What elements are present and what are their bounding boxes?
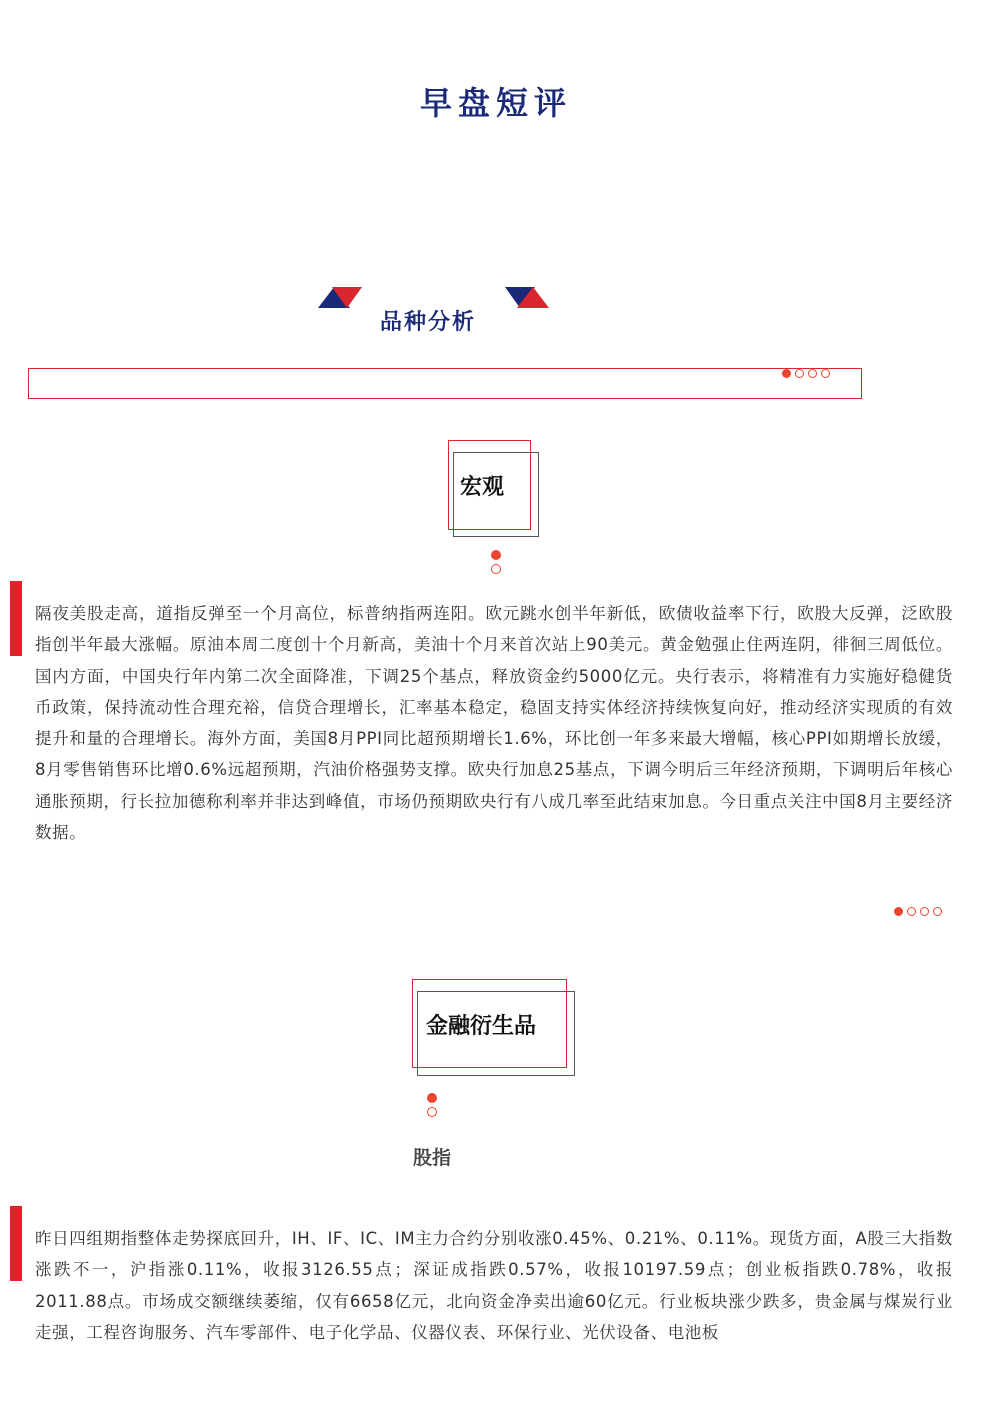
stock-index-subtitle: 股指 — [413, 1147, 452, 1169]
triangle-left-icon — [318, 287, 362, 309]
section-banner-box — [28, 368, 862, 399]
accent-bar — [10, 581, 22, 656]
dot-connector-icon — [491, 550, 503, 576]
accent-bar — [10, 1206, 22, 1281]
macro-paragraph: 隔夜美股走高，道指反弹至一个月高位，标普纳指两连阳。欧元跳水创半年新低，欧债收益率下行，欧股大反弹，泛欧股指创半年最大涨幅。原油本周二度创十个月新高，美油十个月来首次站上90美元。黄金勉强止住两连阴，徘徊三周低位。国内方面，中国央行年内第二次全面降准，下调25个基点，释放资金约5000亿元。央行表示，将精准有力实施好稳健货币政策，保持流动性合理充裕，信贷合理增长，汇率基本稳定，稳固支持实体经济持续恢复向好，推动经济实现质的有效提升和量的合理增长。海外方面，美国8月PPI同比超预期增长1.6%，环比创一年多来最大增幅，核心PPI如期增长放缓，8月零售销售环比增0.6%远超预期，汽油价格强势支撑。欧央行加息25基点，下调今明后三年经济预期，下调明后年核心通胀预期，行长拉加德称利率并非达到峰值，市场仍预期欧央行有八成几率至此结束加息。今日重点关注中国8月主要经济数据。 — [35, 604, 953, 843]
derivatives-paragraph: 昨日四组期指整体走势探底回升，IH、IF、IC、IM主力合约分别收涨0.45%、0.21%、0.11%。现货方面，A股三大指数涨跌不一，沪指涨0.11%，收报3126.55点；深证成指跌0.57%，收报10197.59点；创业板指跌0.78%，收报2011.88点。市场成交额继续萎缩，仅有6658亿元，北向资金净卖出逾60亿元。行业板块涨少跌多，贵金属与煤炭行业走强，工程咨询服务、汽车零部件、电子化学品、仪器仪表、环保行业、光伏设备、电池板 — [35, 1229, 953, 1342]
page-title: 早盘短评 — [419, 84, 572, 122]
macro-label: 宏观 — [460, 475, 505, 500]
dot-connector-icon — [427, 1093, 439, 1119]
dots-indicator-icon — [894, 907, 944, 917]
section-title: 品种分析 — [380, 310, 477, 335]
derivatives-label: 金融衍生品 — [426, 1014, 537, 1039]
triangle-right-icon — [505, 287, 549, 309]
dots-indicator-icon — [782, 369, 832, 379]
